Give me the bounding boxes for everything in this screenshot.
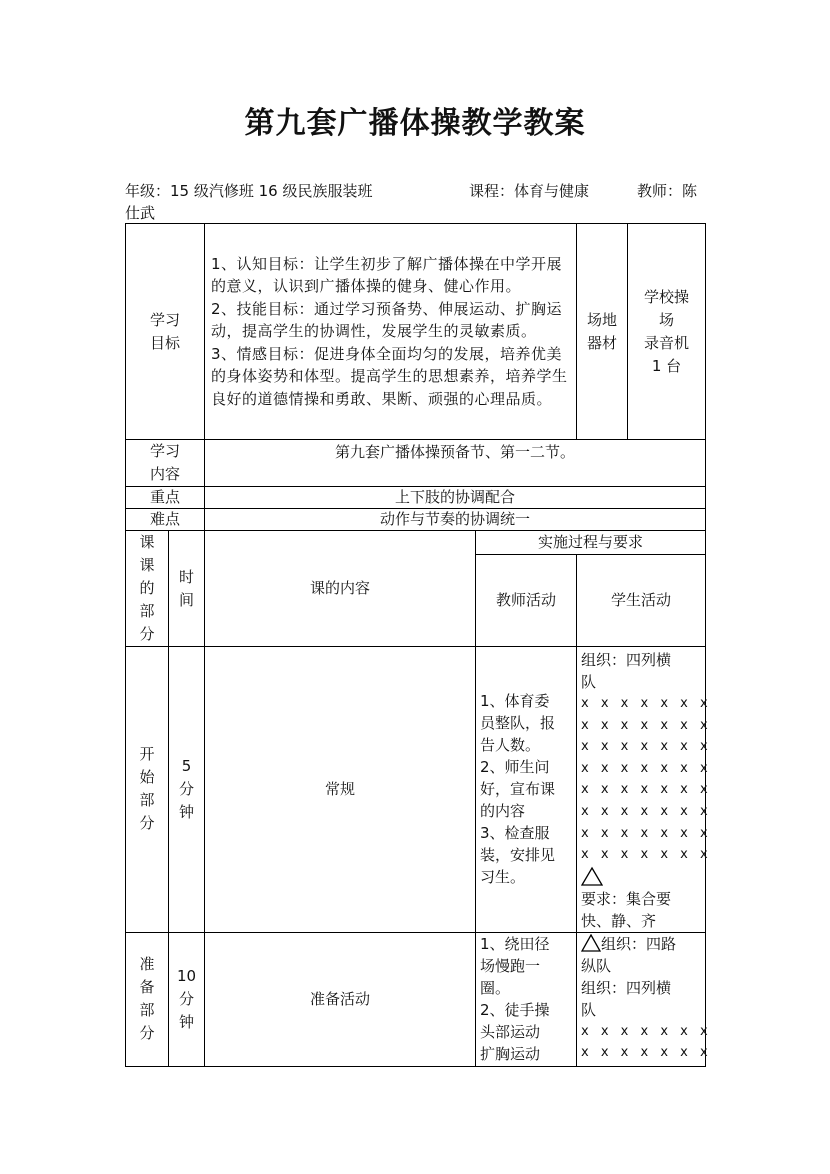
section-prep-part: 准 备 部 分 <box>126 932 169 1066</box>
key-point-label: 重点 <box>126 487 205 509</box>
venue-label: 场地 器材 <box>577 224 628 440</box>
teacher-name: 仕武 <box>125 204 156 222</box>
section-start-time: 5 分 钟 <box>169 647 205 933</box>
section-start-student: 组织：四列横 队 x x x x x x x x x x x x x x x x x x x x x x x x x x x x x x x x x x x x x x x x x x x x x x x x x x x x x x x x 要求：集合要 快、静、齐 <box>577 647 706 933</box>
key-point-value: 上下肢的协调配合 <box>205 487 706 509</box>
student-activity-header: 学生活动 <box>577 555 706 647</box>
section-start-content: 常规 <box>205 647 476 933</box>
difficulty-value: 动作与节奏的协调统一 <box>205 509 706 531</box>
header-info <box>125 180 710 224</box>
section-start-part: 开 始 部 分 <box>126 647 169 933</box>
process-header: 实施过程与要求 <box>476 531 706 555</box>
grade-text: 年级：15 级汽修班 16 级民族服装班 <box>125 182 373 200</box>
teacher-label: 教师：陈 <box>637 182 698 200</box>
objectives-label: 学习 目标 <box>126 224 205 440</box>
section-prep-student: 组织：四路 纵队 组织：四列横 队 x x x x x x x x x x x x x x <box>577 932 706 1066</box>
difficulty-label: 难点 <box>126 509 205 531</box>
teacher-activity-header: 教师活动 <box>476 555 577 647</box>
part-header: 课 课 的 部 分 <box>126 531 169 647</box>
lesson-plan-table <box>125 223 712 1067</box>
lesson-content-header: 课的内容 <box>205 531 476 647</box>
section-start-teacher: 1、体育委 员整队，报 告人数。 2、师生问 好，宣布课 的内容 3、检查服 装，安排见 习生。 <box>476 647 577 933</box>
teacher-position-icon <box>581 866 701 888</box>
content-label: 学习 内容 <box>126 440 205 487</box>
page-title: 第九套广播体操教学教案 <box>244 106 586 141</box>
section-prep-time: 10 分 钟 <box>169 932 205 1066</box>
time-header: 时 间 <box>169 531 205 647</box>
section-prep-teacher: 1、绕田径 场慢跑一 圈。 2、徒手操 头部运动 扩胸运动 <box>476 932 577 1066</box>
course-text: 课程：体育与健康 <box>469 182 590 200</box>
teacher-position-icon <box>581 934 601 952</box>
content-value: 第九套广播体操预备节、第一二节。 <box>205 440 706 487</box>
section-prep-content: 准备活动 <box>205 932 476 1066</box>
venue-value: 学校操 场 录音机 1 台 <box>628 224 706 440</box>
objectives-text: 1、认知目标：让学生初步了解广播体操在中学开展的意义，认识到广播体操的健身、健心作用。 2、技能目标：通过学习预备势、伸展运动、扩胸运动，提高学生的协调性，发展学生的灵敏素质。 3、情感目标：促进身体全面均匀的发展，培养优美的身体姿势和体型。提高学生的思想素养，培养学生良好的道德情操和勇敢、果断、顽强的心理品质。 <box>205 224 577 440</box>
